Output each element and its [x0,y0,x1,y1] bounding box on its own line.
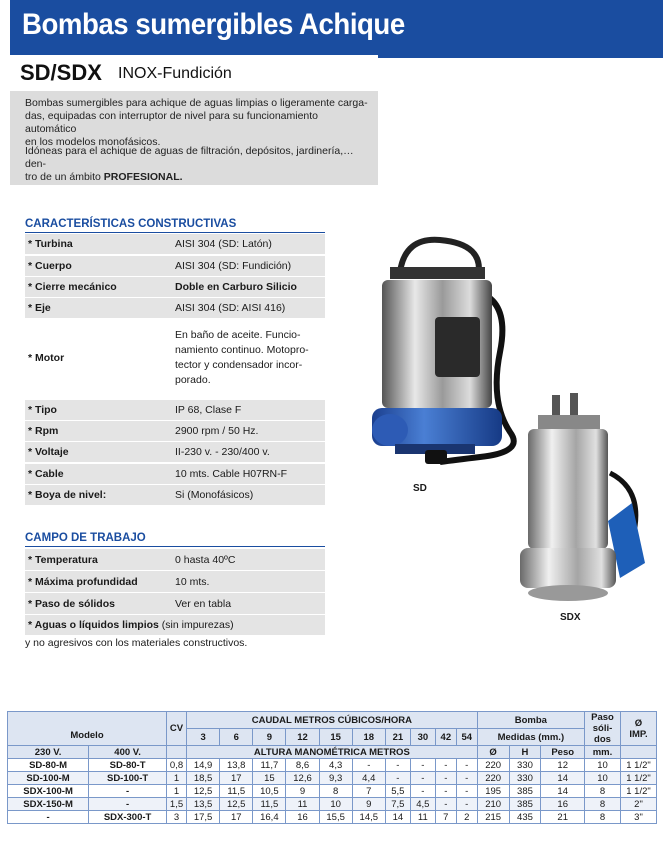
header-mm: mm. [585,746,621,759]
header-paso: Paso [591,712,614,723]
work-value: Ver en tabla [175,598,232,610]
header-altura: ALTURA MANOMÉTRICA METROS [187,746,478,759]
head-value: 8 [319,785,352,798]
cv-value: 1 [167,772,187,785]
table-header-row [8,746,657,759]
sd-label: SD [413,483,427,494]
section-divider [25,232,325,233]
head-value: 11,5 [253,798,286,811]
header-cv: CV [167,712,187,746]
model-230v: SDX-150-M [8,798,89,811]
flow-header: 6 [220,729,253,746]
spec-label: * Tipo [28,404,57,416]
weight-value: 14 [541,785,585,798]
sdx-label: SDX [560,612,581,623]
head-value: - [435,772,456,785]
head-value: 12,5 [187,785,220,798]
spec-value: Si (Monofásicos) [175,489,254,501]
cv-value: 0,8 [167,759,187,772]
spec-label-motor: * Motor [28,352,65,364]
performance-table [7,711,657,824]
solids-value: 8 [585,798,621,811]
head-value: 15 [253,772,286,785]
table-row [8,759,657,772]
table-row [8,811,657,824]
spec-value: IP 68, Clase F [175,404,242,416]
head-value: - [385,772,410,785]
sdx-pump-image [510,393,660,608]
flow-header: 3 [187,729,220,746]
flow-header: 21 [385,729,410,746]
intro-line: das, equipadas con interruptor de nivel para su funcionamiento automático [25,110,319,135]
header-dos: dos [594,734,611,745]
flow-header: 18 [352,729,385,746]
section-divider [25,546,325,547]
table-row [8,785,657,798]
head-value: 16 [286,811,319,824]
header-230v: 230 V. [8,746,89,759]
model-400v: - [89,785,167,798]
diameter-value: 220 [477,772,509,785]
header-diam: Ø [634,717,643,729]
head-value: 17 [220,772,253,785]
work-note-row [25,615,325,635]
work-label: * Temperatura [28,554,98,566]
spec-value: Doble en Carburo Silicio [175,281,297,293]
head-value: - [456,759,477,772]
table-header-row [8,712,657,729]
spec-value: II-230 v. - 230/400 v. [175,446,270,458]
spec-row [25,400,325,420]
head-value: - [410,772,435,785]
spec-label: * Boya de nivel: [28,489,107,501]
header-empty [621,746,657,759]
header-caudal: CAUDAL METROS CÚBICOS/HORA [187,712,478,729]
work-value: 10 mts. [175,576,210,588]
intro-paragraph-2 [25,145,371,184]
head-value: 12,6 [286,772,319,785]
head-value: 16,4 [253,811,286,824]
head-value: 9 [352,798,385,811]
model-230v: - [8,811,89,824]
model-230v: SD-80-M [8,759,89,772]
weight-value: 16 [541,798,585,811]
spec-row [25,298,325,318]
motor-line: tector y condensador incor- [175,359,303,371]
intro-line: Bombas sumergibles para achique de aguas limpias o ligeramente carga- [25,97,368,109]
cv-value: 3 [167,811,187,824]
model-230v: SDX-100-M [8,785,89,798]
head-value: 10 [319,798,352,811]
intro-line: Idóneas para el achique de aguas de filtración, depósitos, jardinería,… den- [25,145,354,170]
head-value: 9,3 [319,772,352,785]
solids-value: 8 [585,785,621,798]
imp-value: 1 1/2" [621,785,657,798]
model-230v: SD-100-M [8,772,89,785]
weight-value: 14 [541,772,585,785]
spec-label: * Rpm [28,425,59,437]
height-value: 385 [509,798,541,811]
diameter-value: 210 [477,798,509,811]
spec-value: 10 mts. Cable H07RN-F [175,468,288,480]
work-note-line2: y no agresivos con los materiales constructivos. [25,637,248,649]
head-value: 4,4 [352,772,385,785]
intro-paragraph-1 [25,97,371,149]
header-bomba: Bomba [477,712,584,729]
imp-value: 1 1/2" [621,772,657,785]
imp-value: 2" [621,798,657,811]
header-paso-cell [585,712,621,746]
header-bar [10,0,663,58]
header-solidos: sóli- [592,723,613,734]
head-value: 14,9 [187,759,220,772]
header-modelo-cell [8,712,167,746]
head-value: 18,5 [187,772,220,785]
solids-value: 10 [585,759,621,772]
work-label: * Paso de sólidos [28,598,115,610]
table-row [8,798,657,811]
work-row [25,549,325,570]
head-value: - [456,785,477,798]
head-value: - [410,759,435,772]
head-value: 14 [385,811,410,824]
head-value: 13,8 [220,759,253,772]
spec-value: AISI 304 (SD: Fundición) [175,260,292,272]
head-value: 8,6 [286,759,319,772]
weight-value: 12 [541,759,585,772]
height-value: 330 [509,759,541,772]
head-value: 9 [286,785,319,798]
spec-row [25,442,325,462]
head-value: 10,5 [253,785,286,798]
weight-value: 21 [541,811,585,824]
head-value: 2 [456,811,477,824]
spec-value: AISI 304 (SD: AISI 416) [175,302,286,314]
head-value: 4,3 [319,759,352,772]
head-value: - [435,759,456,772]
head-value: - [456,798,477,811]
model-code: SD/SDX [20,60,102,85]
motor-line: porado. [175,374,211,386]
spec-label: * Cuerpo [28,260,72,272]
header-o: Ø [477,746,509,759]
header-peso: Peso [541,746,585,759]
spec-row [25,277,325,297]
head-value: 11,7 [253,759,286,772]
header-modelo: Modelo [70,730,104,741]
head-value: - [410,785,435,798]
work-note-bold: * Aguas o líquidos limpios [28,619,159,631]
head-value: 15,5 [319,811,352,824]
work-value: 0 hasta 40ºC [175,554,236,566]
solids-value: 10 [585,772,621,785]
flow-header: 54 [456,729,477,746]
model-400v: - [89,798,167,811]
head-value: 4,5 [410,798,435,811]
spec-row [25,485,325,505]
head-value: 12,5 [220,798,253,811]
intro-line [25,171,371,184]
work-label: * Máxima profundidad [28,576,138,588]
spec-label: * Voltaje [28,446,69,458]
spec-value: AISI 304 (SD: Latón) [175,238,272,250]
intro-line: en los modelos monofásicos. [25,136,161,148]
header-empty [167,746,187,759]
spec-value-motor [175,328,325,388]
head-value: - [435,798,456,811]
diameter-value: 215 [477,811,509,824]
campo-title: CAMPO DE TRABAJO [25,532,146,544]
spec-row [25,256,325,276]
solids-value: 8 [585,811,621,824]
head-value: - [385,759,410,772]
intro-bold: PROFESIONAL. [103,171,183,183]
height-value: 435 [509,811,541,824]
head-value: 13,5 [187,798,220,811]
head-value: - [435,785,456,798]
work-note-rest: (sin impurezas) [158,619,234,631]
spec-row [25,464,325,484]
diameter-value: 220 [477,759,509,772]
table-body [8,759,657,824]
head-value: 7 [435,811,456,824]
flow-header: 12 [286,729,319,746]
motor-line: namiento continuo. Motopro- [175,344,309,356]
model-subtitle: INOX-Fundición [118,65,232,82]
intro-text: tro de un ámbito [25,171,104,183]
head-value: 7,5 [385,798,410,811]
flow-header: 9 [253,729,286,746]
cv-value: 1,5 [167,798,187,811]
head-value: 17 [220,811,253,824]
head-value: 5,5 [385,785,410,798]
spec-label: * Cable [28,468,64,480]
imp-value: 3" [621,811,657,824]
header-medidas: Medidas (mm.) [477,729,584,746]
table-row [8,772,657,785]
header-imp-cell [621,712,657,746]
model-400v: SD-80-T [89,759,167,772]
spec-label: * Turbina [28,238,73,250]
diameter-value: 195 [477,785,509,798]
header-h: H [509,746,541,759]
head-value: 11 [286,798,319,811]
header-400v: 400 V. [89,746,167,759]
header-imp: IMP. [629,728,648,740]
height-value: 385 [509,785,541,798]
imp-value: 1 1/2" [621,759,657,772]
cv-value: 1 [167,785,187,798]
spec-row [25,421,325,441]
head-value: - [352,759,385,772]
model-400v: SD-100-T [89,772,167,785]
flow-header: 42 [435,729,456,746]
spec-label: * Eje [28,302,51,314]
work-row [25,571,325,592]
caracteristicas-title: CARACTERÍSTICAS CONSTRUCTIVAS [25,218,237,230]
head-value: 11 [410,811,435,824]
spec-row [25,234,325,254]
head-value: 11,5 [220,785,253,798]
page-title: Bombas sumergibles Achique [22,8,405,41]
flow-header: 30 [410,729,435,746]
flow-header: 15 [319,729,352,746]
model-400v: SDX-300-T [89,811,167,824]
spec-value: 2900 rpm / 50 Hz. [175,425,259,437]
motor-line: En baño de aceite. Funcio- [175,329,301,341]
spec-label: * Cierre mecánico [28,281,117,293]
work-note [28,619,234,631]
work-row [25,593,325,614]
head-value: 7 [352,785,385,798]
height-value: 330 [509,772,541,785]
head-value: 14,5 [352,811,385,824]
head-value: 17,5 [187,811,220,824]
head-value: - [456,772,477,785]
